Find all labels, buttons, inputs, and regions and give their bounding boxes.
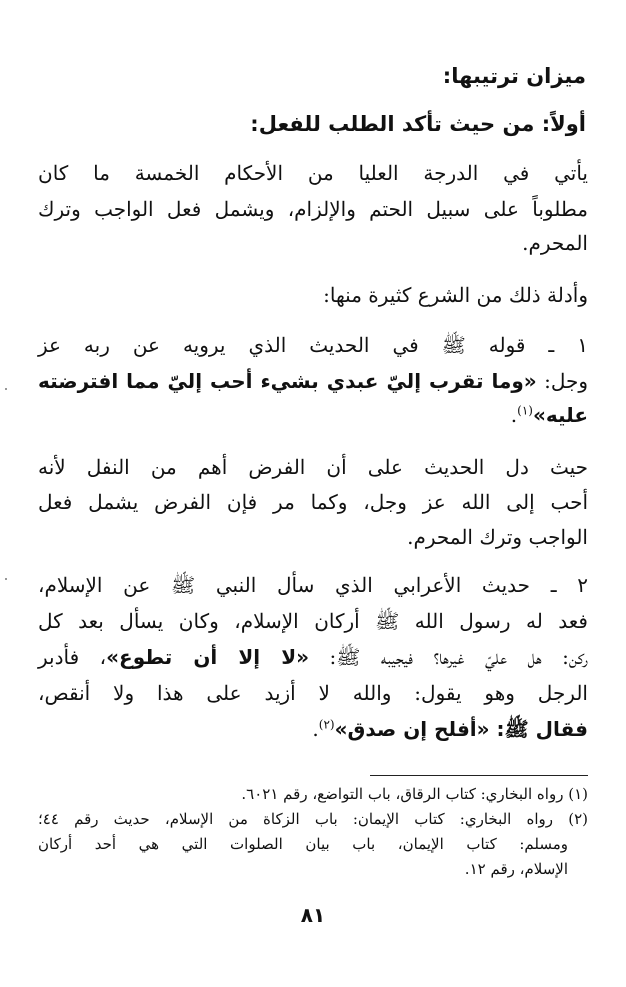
- paragraph3-line3: الواجب وترك المحرم.: [407, 525, 588, 549]
- subsection-title: أولاً: من حيث تأكد الطلب للفعل:: [250, 112, 586, 136]
- item2-line4: الرجل وهو يقول: والله لا أزيد على هذا ولا أنقص،: [38, 681, 588, 705]
- footnote-2-line3: الإسلام، رقم ١٢.: [464, 860, 568, 878]
- hadith-quote-1: «وما تقرب إليّ عبدي بشيء أحب إليّ مما افترضته: [38, 369, 537, 393]
- footnote-2-line2: ومسلم: كتاب الإيمان، باب بيان الصلوات التي هي أحد أركان: [38, 835, 568, 853]
- item1-line2-text: وجل:: [536, 369, 589, 393]
- scan-mark: [5, 388, 7, 390]
- footnote-separator: [370, 775, 588, 776]
- paragraph1-line3: المحرم.: [522, 231, 588, 255]
- item1-line1: ١ ـ قوله ﷺ في الحديث الذي يرويه عن ربه عز: [38, 333, 588, 357]
- item2-line3-end: ، فأدبر: [38, 645, 107, 669]
- footnote-1: (١) رواه البخاري: كتاب الرقاق، باب التواضع، رقم ٦٠٢١.: [241, 785, 588, 803]
- paragraph3-line2: أحب إلى الله عز وجل، وكما مر فإن الفرض يشمل فعل: [38, 490, 588, 514]
- hadith-quote-2: «لا إلا أن تطوع»: [106, 645, 310, 669]
- scan-mark: [5, 578, 7, 580]
- footnote-ref-1[interactable]: (١): [517, 403, 533, 418]
- paragraph1-line1: يأتي في الدرجة العليا من الأحكام الخمسة ما كان: [38, 161, 588, 185]
- item1-line2: [38, 366, 588, 396]
- hadith-quote-3: «أفلح إن صدق»: [334, 717, 490, 741]
- item2-line2: فعد له رسول الله ﷺ أركان الإسلام، وكان يسأل بعد كل: [38, 609, 588, 633]
- footnote-2-line1: (٢) رواه البخاري: كتاب الإيمان: باب الزكاة من الإسلام، حديث رقم ٤٤؛: [38, 810, 588, 828]
- hadith-quote-1-end: عليه»: [532, 403, 588, 427]
- page-number: ٨١: [300, 903, 326, 927]
- item1-line3-end: .: [510, 403, 518, 427]
- paragraph3-line1: حيث دل الحديث على أن الفرض أهم من النفل لأنه: [38, 455, 588, 479]
- item2-line1: ٢ ـ حديث الأعرابي الذي سأل النبي ﷺ عن الإسلام،: [38, 573, 588, 597]
- item2-line3: [38, 642, 588, 672]
- item2-line5: [38, 714, 588, 744]
- item2-line5-end: .: [312, 717, 319, 741]
- item2-line5-text: فقال ﷺ:: [489, 717, 588, 741]
- item1-line3: [38, 400, 588, 430]
- footnote-ref-2[interactable]: (٢): [318, 717, 335, 732]
- item2-line3-text: ركن: هل عليّ غيرها؟ فيجيبه ﷺ:: [309, 645, 588, 669]
- paragraph2: وأدلة ذلك من الشرع كثيرة منها:: [323, 283, 588, 307]
- section-title: ميزان ترتيبها:: [442, 64, 586, 88]
- paragraph1-line2: مطلوباً على سبيل الحتم والإلزام، ويشمل فعل الواجب وترك: [38, 197, 588, 221]
